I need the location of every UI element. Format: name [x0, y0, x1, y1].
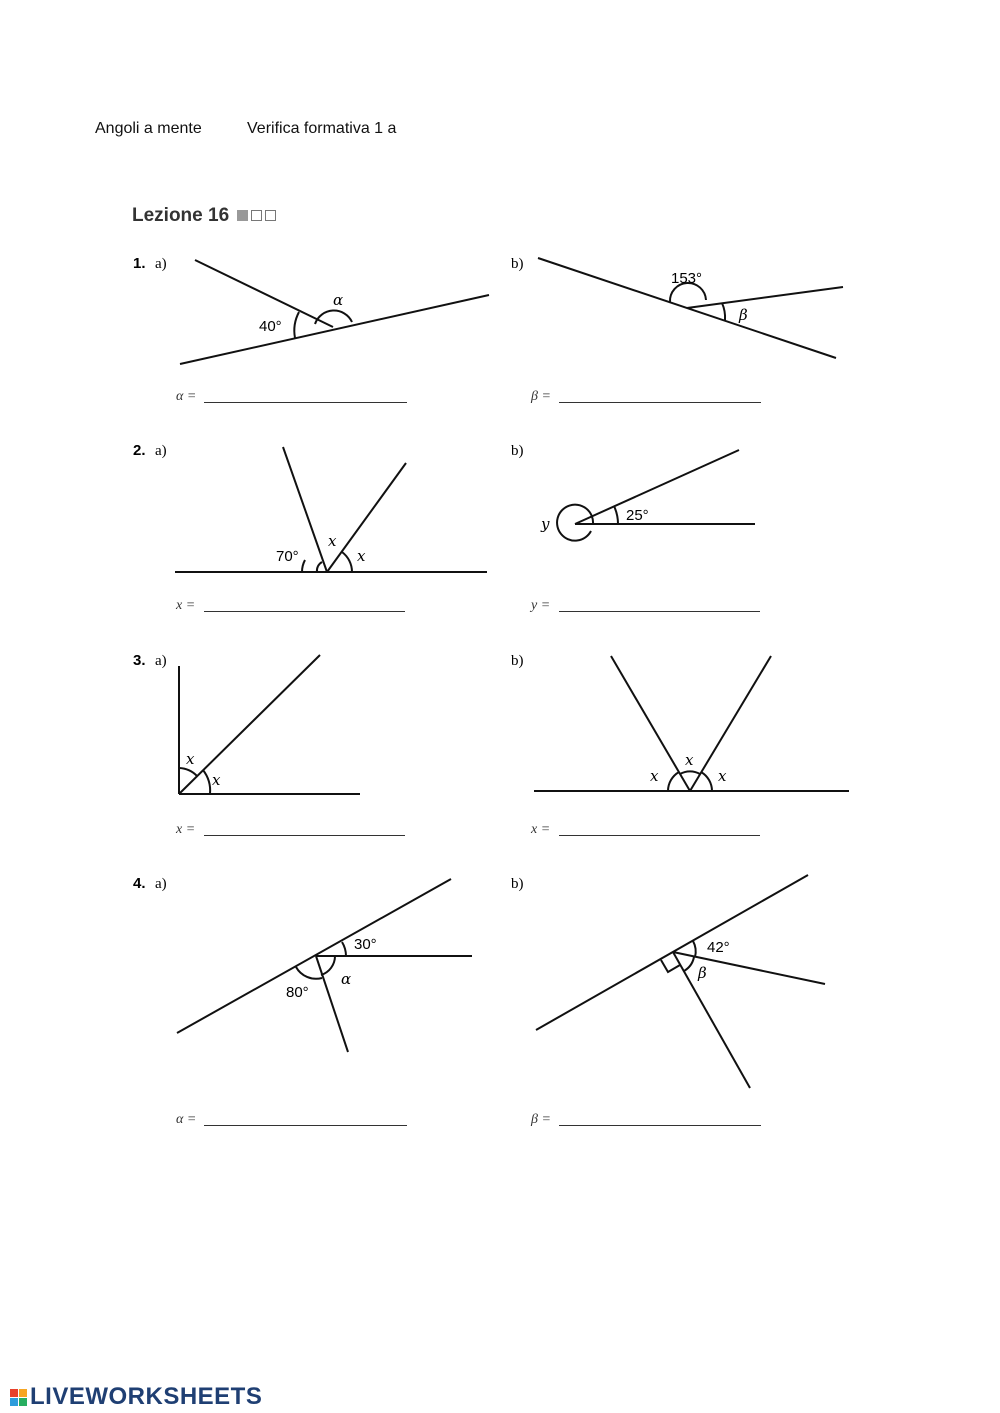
angle-label: β [698, 964, 707, 982]
logo-cell-icon [10, 1389, 18, 1397]
angle-label: 153° [671, 270, 703, 287]
answer-input-4a[interactable] [204, 1107, 407, 1126]
logo-text: LIVEWORKSHEETS [30, 1383, 263, 1410]
answer-label: x = [176, 822, 196, 837]
answer-input-2b[interactable] [559, 593, 760, 612]
lesson-title: Lezione 16 [132, 205, 230, 226]
angle-label: β [739, 306, 748, 324]
answer-label: α = [176, 1112, 197, 1127]
angle-label: α [333, 291, 344, 309]
worksheet-subtitle: Verifica formativa 1 a [247, 120, 397, 137]
angle-label: 25° [626, 507, 649, 524]
answer-label: x = [176, 598, 196, 613]
answer-input-1b[interactable] [559, 384, 761, 403]
part-label: a) [155, 653, 167, 669]
logo-grid-icon [10, 1389, 27, 1406]
part-label: a) [155, 443, 167, 459]
answer-input-2a[interactable] [204, 593, 405, 612]
logo-cell-icon [10, 1398, 18, 1406]
answer-input-3b[interactable] [559, 817, 760, 836]
answer-label: y = [531, 598, 551, 613]
angle-label: x [650, 767, 659, 785]
logo-cell-icon [19, 1389, 27, 1397]
logo-cell-icon [19, 1398, 27, 1406]
part-label: a) [155, 256, 167, 272]
worksheet-title: Angoli a mente [95, 120, 202, 137]
part-label: b) [511, 443, 524, 459]
answer-input-4b[interactable] [559, 1107, 761, 1126]
angle-label: 70° [276, 548, 299, 565]
answer-label: x = [531, 822, 551, 837]
exercise-number: 2. [133, 442, 146, 459]
exercise-number: 1. [133, 255, 146, 272]
exercise-number: 4. [133, 875, 146, 892]
angle-label: 30° [354, 936, 377, 953]
angle-label: 42° [707, 939, 730, 956]
answer-input-3a[interactable] [204, 817, 405, 836]
angle-label: α [341, 970, 352, 988]
angle-label: x [357, 547, 366, 565]
liveworksheets-logo[interactable] [10, 1383, 262, 1411]
answer-label: α = [176, 389, 197, 404]
answer-label: β = [531, 389, 551, 404]
part-label: b) [511, 256, 524, 272]
part-label: b) [511, 653, 524, 669]
angle-label: x [212, 771, 221, 789]
angle-label: 40° [259, 318, 282, 335]
angle-label: x [718, 767, 727, 785]
angle-label: 80° [286, 984, 309, 1001]
angle-label: x [685, 751, 694, 769]
angle-label: x [328, 532, 337, 550]
angle-label: x [186, 750, 195, 768]
answer-input-1a[interactable] [204, 384, 407, 403]
angle-label: y [541, 515, 550, 533]
part-label: a) [155, 876, 167, 892]
answer-label: β = [531, 1112, 551, 1127]
exercise-number: 3. [133, 652, 146, 669]
part-label: b) [511, 876, 524, 892]
